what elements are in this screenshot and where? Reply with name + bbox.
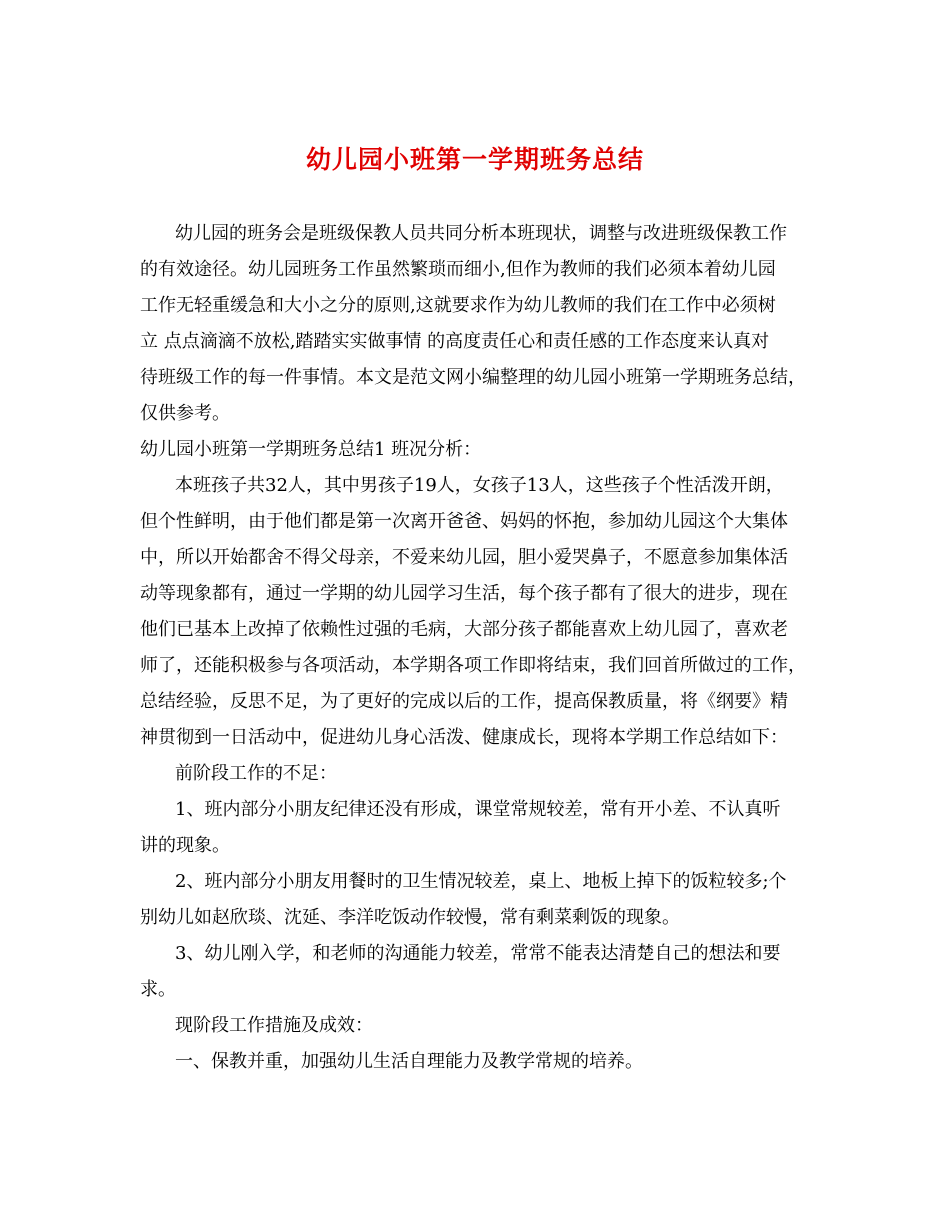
paragraph-line: 师了，还能积极参与各项活动，本学期各项工作即将结束，我们回首所做过的工作， [140, 655, 806, 676]
paragraph-line: 1、班内部分小朋友纪律还没有形成，课堂常规较差，常有开小差、不认真听 [175, 799, 781, 820]
paragraph-line: 2、班内部分小朋友用餐时的卫生情况较差，桌上、地板上掉下的饭粒较多;个 [175, 871, 787, 892]
paragraph-line: 立 点点滴滴不放松,踏踏实实做事情 的高度责任心和责任感的工作态度来认真对 [140, 331, 770, 352]
paragraph-line: 动等现象都有，通过一学期的幼儿园学习生活，每个孩子都有了很大的进步，现在 [140, 583, 788, 604]
paragraph-line: 的有效途径。幼儿园班务工作虽然繁琐而细小,但作为教师的我们必须本着幼儿园 [140, 259, 776, 280]
paragraph-line: 求。 [140, 979, 176, 1000]
paragraph-line: 待班级工作的每一件事情。本文是范文网小编整理的幼儿园小班第一学期班务总结， [140, 367, 806, 388]
paragraph-line: 本班孩子共32人，其中男孩子19人，女孩子13人，这些孩子个性活泼开朗， [175, 475, 784, 496]
paragraph-line: 他们已基本上改掉了依赖性过强的毛病，大部分孩子都能喜欢上幼儿园了，喜欢老 [140, 619, 788, 640]
section-heading-line: 幼儿园小班第一学期班务总结1 班况分析： [140, 439, 482, 460]
paragraph-line: 但个性鲜明，由于他们都是第一次离开爸爸、妈妈的怀抱，参加幼儿园这个大集体 [140, 511, 788, 532]
paragraph-line: 别幼儿如赵欣琰、沈延、李洋吃饭动作较慢，常有剩菜剩饭的现象。 [140, 907, 680, 928]
paragraph-line: 仅供参考。 [140, 403, 230, 424]
paragraph-line: 幼儿园的班务会是班级保教人员共同分析本班现状，调整与改进班级保教工作 [175, 223, 787, 244]
paragraph-line: 3、幼儿刚入学，和老师的沟通能力较差，常常不能表达清楚自己的想法和要 [175, 943, 781, 964]
paragraph-line: 工作无轻重缓急和大小之分的原则,这就要求作为幼儿教师的我们在工作中必须树 [140, 295, 776, 316]
paragraph-line: 中，所以开始都舍不得父母亲，不爱来幼儿园，胆小爱哭鼻子，不愿意参加集体活 [140, 547, 788, 568]
document-title: 幼儿园小班第一学期班务总结 [305, 145, 644, 174]
section-heading-line: 前阶段工作的不足： [175, 763, 337, 784]
paragraph-line: 总结经验，反思不足，为了更好的完成以后的工作，提高保教质量，将《纲要》精 [140, 691, 788, 712]
paragraph-line: 讲的现象。 [140, 835, 230, 856]
paragraph-line: 神贯彻到一日活动中，促进幼儿身心活泼、健康成长，现将本学期工作总结如下： [140, 727, 788, 748]
section-heading-line: 现阶段工作措施及成效： [175, 1015, 373, 1036]
paragraph-line: 一、保教并重，加强幼儿生活自理能力及教学常规的培养。 [175, 1051, 643, 1072]
